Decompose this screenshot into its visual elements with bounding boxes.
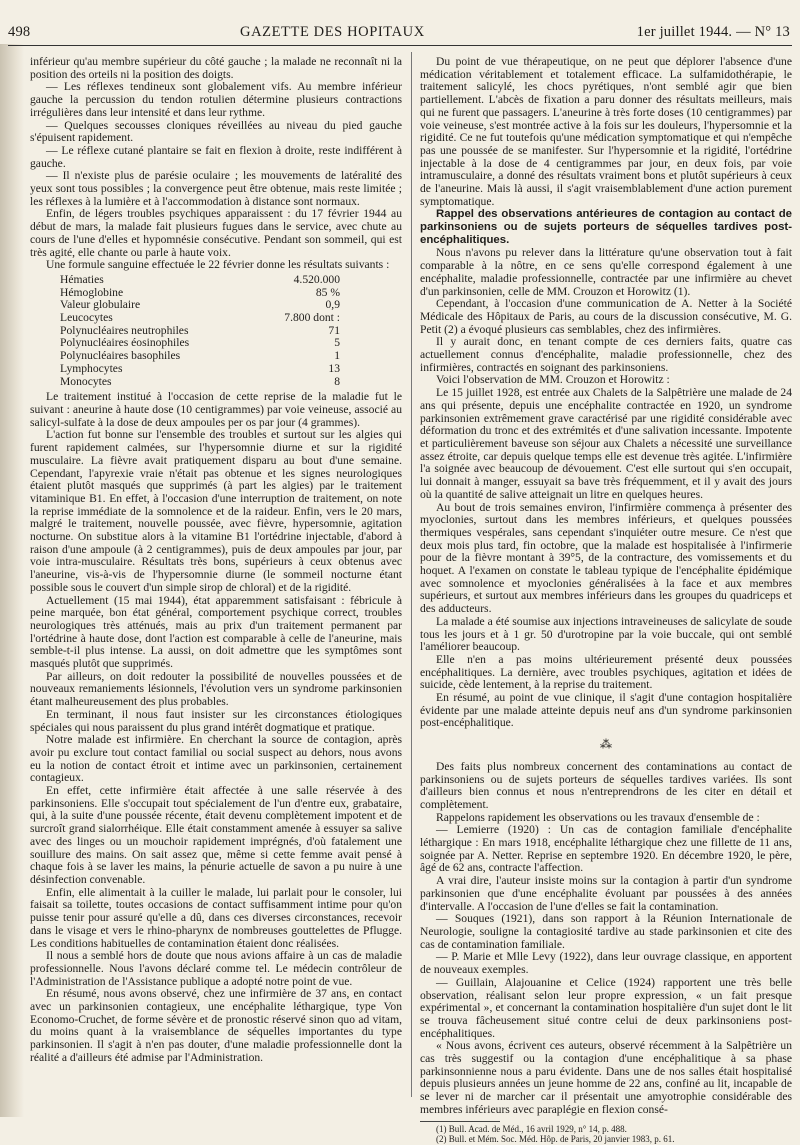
paragraph: Rappelons rapidement les observations ou les travaux d'ensemble de :: [436, 810, 760, 824]
blood-label: Valeur globulaire: [60, 298, 141, 312]
paragraph: Cependant, à l'occasion d'une communication de A. Netter à la Société Médicale des Hôpitaux de Paris, au cours de la discussion consécutive, M. G. Petit (2) a évoqué plusieurs cas semblables, chez des infirmières.: [420, 297, 792, 336]
paragraph: — Souques (1921), dans son rapport à la Réunion Internationale de Neurologie, souligne la contagiosité tardive au stade parkinsonien et cite des cas de contamination familiale.: [420, 912, 792, 951]
blood-value: 13: [328, 361, 340, 375]
column-divider: [411, 52, 412, 1097]
paragraph: Par ailleurs, on doit redouter la possibilité de nouvelles poussées et de nouveaux remaniements lésionnels, l'évolution vers un syndrome parkinsonien étant malheureusement des plus probables.: [30, 669, 402, 709]
paragraph: En résumé, au point de vue clinique, il s'agit d'une contagion hospitalière évidente par une malade atteinte depuis neuf ans d'un syndrome parkinsonien post-encéphalitique.: [420, 691, 792, 730]
paragraph: Enfin, de légers troubles psychiques apparaissent : du 17 février 1944 au début de mars, la malade fait plusieurs fugues dans le service, avec chute au cours de l'une d'elles et hypomnésie consécutive. Pendant son sommeil, qui est très agité, elle chante ou parle à haute voix.: [30, 207, 402, 259]
paragraph: « Nous avons, écrivent ces auteurs, observé récemment à la Salpêtrière un cas très suggestif ou la contagion d'une encéphalitique à sa phase parkinsonnienne nous a paru évidente. Dans une de nos salles était hospitalisé depuis plusieurs années un jeune homme de 22 ans, confiné au lit, incapable de se lever ni de marcher car il présentait une amyotrophie considérable des membres inférieurs avec paraplégie en flexion consé-: [420, 1039, 792, 1116]
paragraph: Des faits plus nombreux concernent des contaminations au contact de parkinsoniens ou de sujets porteurs de séquelles tardives variées. Ils sont d'ailleurs bien connus et nous n'entreprendrons de les citer en détail et complètement.: [420, 759, 792, 811]
blood-value: 0,9: [325, 298, 340, 312]
blood-value: 7.800 dont :: [284, 311, 340, 325]
blood-label: Lymphocytes: [60, 361, 123, 375]
table-row: [60, 350, 340, 363]
paragraph: Le traitement institué à l'occasion de cette reprise de la maladie fut le suivant : aneurine à haute dose (10 centigrammes) par voie veineuse, associé au salicyl-sulfate à la dose de deux ampoules per os par jour (4 grammes).: [30, 390, 402, 429]
paragraph: Du point de vue thérapeutique, on ne peut que déplorer l'absence d'une médication véritablement et totalement efficace. La sulfamidothérapie, le traitement salicylé, les chocs pyrétiques, n'ont semblé agir que bien partiellement. L'abcès de fixation a paru donner des résultats meilleurs, mais qui ne furent que passagers. L'aneurine à très forte doses (10 centigrammes) par voie veineuse, s'est montrée active à la fois sur les douleurs, l'hypersomnie et la rigidité. Ce ne fut toutefois qu'une médication symptomatique et qui n'empêche pas une poussée de se manifester. Sur l'hypersomnie et la rigidité, l'ortédrine injectable à la dose de 4 centigrammes par jour, en deux fois, par voie intramusculaire, a donné des résultats vraiment bons et plutôt supérieurs à ceux de l'aneurine. Mais là aussi, il s'agit vraisemblablement d'une action purement symptomatique.: [420, 55, 792, 208]
page-number: 498: [8, 24, 31, 40]
blood-label: Polynucléaires basophiles: [60, 349, 181, 363]
blood-label: Hématies: [60, 272, 104, 286]
paragraph: Le 15 juillet 1928, est entrée aux Chalets de la Salpêtrière une malade de 24 ans qui présente, depuis une encéphalite contractée en 1920, un syndrome parkinsonien extrêmement grave caractérisé par une rigidité considérable avec déformation du tronc et des extrémités et d'une salivation incessante. Impotente et particulièrement baveuse son séjour aux Chalets a nécessité une surveillance assez étroite, car depuis quelque temps elle est devenue très agitée. L'infirmière l'a soignée avec beaucoup de dévouement. C'est elle surtout qui s'en occupait, lui donnait à manger, essuyait sa bave très fréquemment, et il y avait des jours où la quantité de salive atteignait un litre en quelques heures.: [420, 386, 792, 501]
blood-label: Polynucléaires éosinophiles: [60, 336, 190, 350]
page-header: [0, 18, 800, 44]
paragraph: L'action fut bonne sur l'ensemble des troubles et surtout sur les algies qui furent rapidement calmées, sur l'hypersomnie diurne et sur la rigidité musculaire. La fièvre avait pratiquement disparu au bout d'une semaine. Cependant, l'apyrexie vraie n'était pas obtenue et les signes neurologiques étaient plutôt masqués que supprimés (à part les algies) par le traitement vitaminique B1. En effet, à l'occasion d'une interruption de traitement, on note la reprise immédiate de la somnolence et de la raideur. Enfin, vers le 20 mars, malgré le traitement, nouvelle poussée, avec fièvre, hypersomnie, agitation nocturne. On substitue alors à la vitamine B1 l'ortédrine injectable, d'abord à raison d'une ampoule (à 2 centigrammes), puis de deux ampoules par jour, par voie intra-musculaire. Résultats très bons, supérieurs à ceux obtenus avec l'aneurine, vis-à-vis de l'hypersomnie diurne (le sommeil nocturne étant possible sous le couvert d'un simple sirop de chloral) et de la rigidité.: [30, 428, 402, 594]
left-column: [30, 56, 402, 1065]
paragraph: La malade a été soumise aux injections intraveineuses de salicylate de soude tous les jours et à 1 gr. 50 d'urotropine par la voie buccale, qui ont semblé l'améliorer beaucoup.: [420, 614, 792, 654]
paragraph: Elle n'en a pas moins ultérieurement présenté deux poussées encéphalitiques. La dernière, avec troubles psychiques, agitation et idées de suicide, cède lentement, à la reprise du traitement.: [420, 652, 792, 692]
paragraph: Nous n'avons pu relever dans la littérature qu'une observation tout à fait comparable à la nôtre, en ce sens qu'elle correspond également à une encéphalite, maladie professionnelle, contractée par une infirmière au chevet d'un parkinsonien, celle de MM. Crouzon et Horowitz (1).: [420, 246, 792, 298]
paragraph: — Lemierre (1920) : Un cas de contagion familiale d'encéphalite léthargique : En mars 1918, encéphalite léthargique chez une fillette de 11 ans, soignée par A. Netter. Reprise en septembre 1920. En décembre 1920, le père, âgé de 62 ans, contracte l'affection.: [420, 823, 792, 875]
blood-label: Hémoglobine: [60, 285, 124, 299]
paragraph: Au bout de trois semaines environ, l'infirmière commença à présenter des myoclonies, surtout dans les membres inférieurs, et quelques poussées thermiques vespérales, sans cependant s'inquiéter outre mesure. Ce n'est que deux mois plus tard, fin octobre, que la malade est hospitalisée à l'infirmerie pour de la fièvre montant à 39°5, de la contracture, des vomissements et du hoquet. A l'examen on constate le tableau typique de l'encéphalite épidémique avec somnolence et myoclonies généralisées à la face et aux membres supérieurs, et surtout aux membres inférieurs dans les groupes du quadriceps et des adducteurs.: [420, 500, 792, 616]
paragraph: En effet, cette infirmière était affectée à une salle réservée à des parkinsoniens. Elle s'occupait tout spécialement de l'un d'entre eux, grabataire, qui, à la suite d'une poussée récente, était devenu complètement impotent et de surcroît grand sialorrhéique. Elle était constamment amenée à essuyer sa salive avec des linges ou un mouchoir rapidement imprégnés, d'où fatalement une souillure des mains. On sait assez que, même si cette femme avait pensé à chaque fois à se laver les mains, la pénurie actuelle de savon a pu nuire à une désinfection convenable.: [30, 784, 402, 886]
paragraph: inférieur qu'au membre supérieur du côté gauche ; la malade ne reconnaît ni la position des orteils ni la position des doigts.: [30, 55, 402, 81]
blood-value: 5: [334, 336, 340, 350]
paragraph: A vrai dire, l'auteur insiste moins sur la contagion à partir d'un syndrome parkinsonien que d'une encéphalite évoluant par poussées à des années d'intervalle. A l'occasion de l'une d'elles se fait la contamination.: [420, 874, 792, 913]
table-row: [60, 376, 340, 389]
blood-count-table: [60, 274, 340, 388]
right-column: [420, 56, 792, 1145]
paragraph: — Les réflexes tendineux sont globalement vifs. Au membre inférieur gauche la percussion du tendon rotulien détermine plusieurs contractions irrégulières dans leur intensité et dans leur rythme.: [30, 80, 402, 119]
blood-value: 4.520.000: [293, 272, 340, 286]
paragraph: En résumé, nous avons observé, chez une infirmière de 37 ans, en contact avec un parkinsonien contagieux, une encéphalite léthargique, type Von Economo-Cruchet, de forme sévère et de pronostic réservé sinon quo ad vitam, du moins quant à la vraisemblance de séquelles importantes du type parkinsonien. Il s'agit à n'en pas douter, d'une maladie professionnelle dont la réalité a d'ailleurs été admise par l'Administration.: [30, 987, 402, 1064]
footnote: (1) Bull. Acad. de Méd., 16 avril 1929, n° 14, p. 488.: [436, 1123, 627, 1134]
blood-value: 8: [334, 374, 340, 388]
blood-label: Monocytes: [60, 374, 112, 388]
paragraph: — Guillain, Alajouanine et Celice (1924) rapportent une très belle observation, réalisant selon leur propre expression, « un fait presque expérimental », et concernant la contamination hospitalière d'un sujet dont le lit se trouva fâcheusement situé contre celui de deux parkinsoniens post-encéphalitiques.: [420, 975, 792, 1040]
table-row: [60, 363, 340, 376]
paragraph: Il nous a semblé hors de doute que nous avions affaire à un cas de maladie professionnelle. Nous l'avons déclaré comme tel. Le médecin contrôleur de l'Administration de l'Assistance publique a adopté notre point de vue.: [30, 949, 402, 988]
footnote: (2) Bull. et Mém. Soc. Méd. Hôp. de Paris, 20 janvier 1983, p. 61.: [436, 1134, 675, 1145]
blood-label: Leucocytes: [60, 311, 113, 325]
blood-label: Polynucléaires neutrophiles: [60, 323, 189, 337]
paragraph: Actuellement (15 mai 1944), état apparemment satisfaisant : fébricule à peine marquée, bon état général, comportement psychique correct, troubles neurologiques très atténués, mais au prix d'un traitement permanent par l'ortédrine à haute dose, dont l'action est comparable à celle de l'aneurine, mais semble-t-il plus intense. La aussi, on doit admettre que les symptômes sont masqués plutôt que supprimés.: [30, 593, 402, 671]
paragraph: — Il n'existe plus de parésie oculaire ; les mouvements de latéralité des yeux sont tous possibles ; la convergence peut être obtenue, mais reste limitée ; les réflexes à la lumière et à l'accommodation à distance sont normaux.: [30, 169, 402, 208]
paragraph: Voici l'observation de MM. Crouzon et Horowitz :: [436, 373, 670, 387]
paragraph: Notre malade est infirmière. En cherchant la source de contagion, après avoir pu exclure tout contact familial ou social suspect au dehors, nous avons eu la notion de contact étroit et intime avec un parkinsonien, certainement contagieux.: [30, 733, 402, 785]
table-row: [60, 312, 340, 325]
paragraph: — Le réflexe cutané plantaire se fait en flexion à droite, reste indifférent à gauche.: [30, 143, 402, 170]
paragraph: Enfin, elle alimentait à la cuiller le malade, lui parlait pour le consoler, lui faisait sa toilette, toutes occasions de contact suffisamment intime pour qu'on puisse tenir pour assuré qu'elle a dû, dans ces diverses circonstances, recevoir dans le visage et vers le rhino-pharynx de nombreuses gouttelettes de Pflugge. Les conditions habituelles de contamination étaient donc réalisées.: [30, 885, 402, 950]
paragraph: — P. Marie et Mlle Levy (1922), dans leur ouvrage classique, en apportent de nouveaux exemples.: [420, 950, 792, 977]
footnote-rule: [420, 1121, 500, 1122]
journal-title: GAZETTE DES HOPITAUX: [240, 24, 425, 40]
paragraph: — Quelques secousses cloniques réveillées au niveau du pied gauche s'épuisent rapidement.: [30, 118, 402, 145]
blood-value: 85 %: [315, 285, 340, 299]
section-heading: Rappel des observations antérieures de contagion au contact de parkinsoniens ou de sujets porteurs de séquelles tardives post-encéphalitiques.: [420, 208, 792, 247]
asterism: ⁂: [600, 737, 612, 752]
blood-value: 1: [334, 349, 340, 363]
paragraph: Il y aurait donc, en tenant compte de ces derniers faits, quatre cas actuellement connus d'encéphalite, maladie professionnelle, chez des infirmières, contractés en soignant des parkinsoniens.: [420, 335, 792, 374]
header-rule: [8, 45, 792, 46]
paragraph: En terminant, il nous faut insister sur les circonstances étiologiques spéciales qui nous paraissent du plus grand intérêt dogmatique et pratique.: [30, 707, 402, 734]
binding-shadow: [0, 44, 24, 1117]
blood-value: 71: [328, 323, 340, 337]
table-row: [60, 274, 340, 287]
paragraph: Une formule sanguine effectuée le 22 février donne les résultats suivants :: [46, 258, 390, 272]
issue-date: 1er juillet 1944. — N° 13: [636, 24, 790, 40]
